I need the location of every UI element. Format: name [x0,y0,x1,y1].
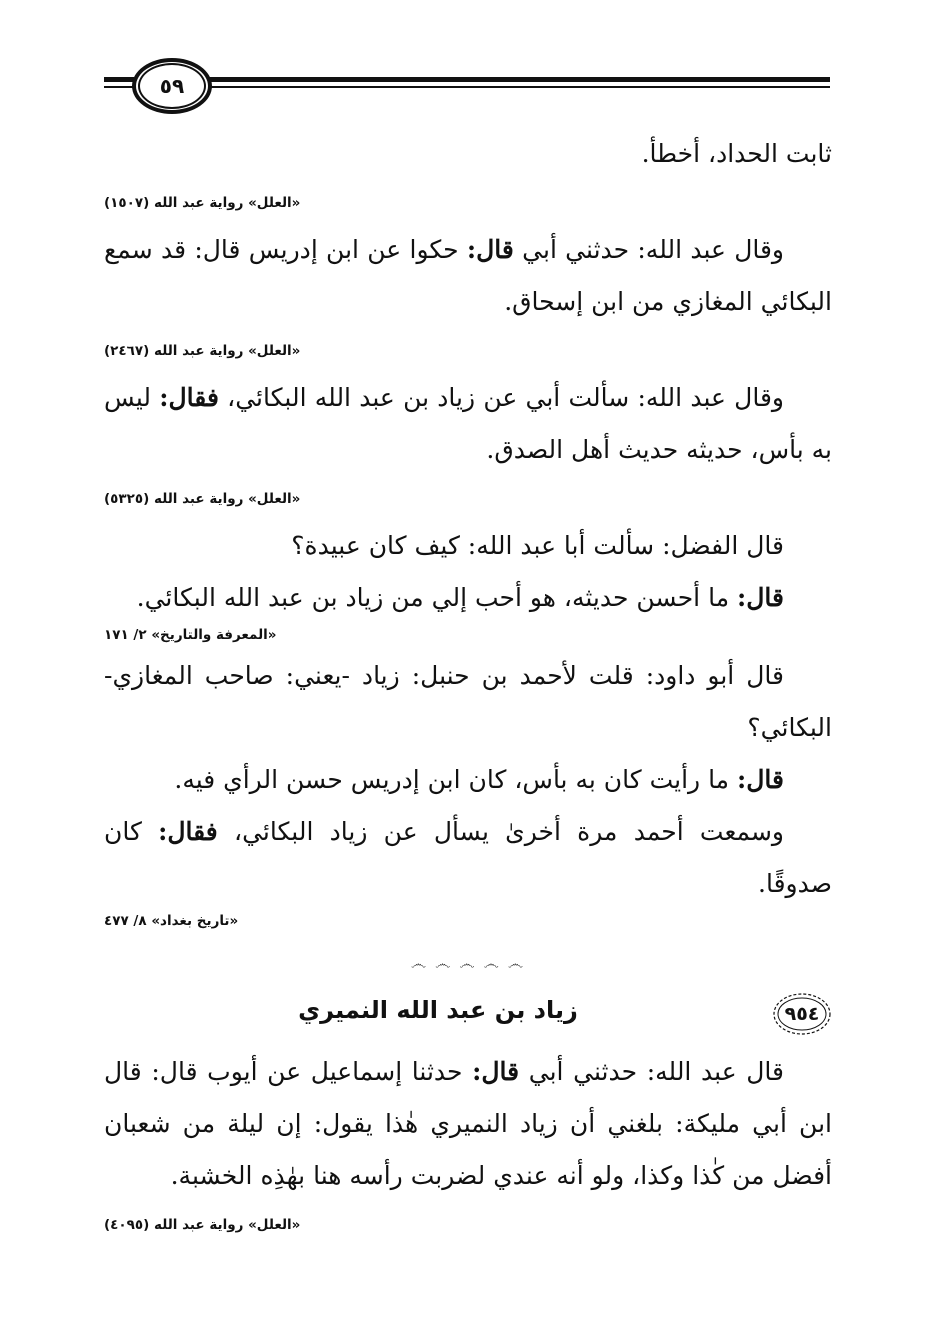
paragraph [104,224,832,328]
paragraph [104,572,832,624]
bold-keyword: قال: [472,1057,520,1086]
bold-keyword: قال: [737,583,784,612]
page-number: ٥٩ [138,63,206,109]
paragraph-text: حكوا عن ابن إدريس قال: قد سمع البكائي المغازي من ابن إسحاق. [104,235,832,316]
paragraph-text: وسمعت أحمد مرة أخرىٰ يسأل عن زياد البكائي، [217,817,785,846]
entry-title: زياد بن عبد الله النميري [298,996,578,1024]
text-blocks [104,128,832,932]
source-citation: «العلل» رواية عبد الله (٢٤٦٧) [104,343,301,359]
paragraph-text: كان صدوقًا. [104,817,832,898]
bold-keyword: قال: [737,765,784,794]
paragraph-text: ليس به بأس، حديثه حديث أهل الصدق. [104,383,832,464]
paragraph-text: ما أحسن حديثه، هو أحب إلي من زياد بن عبد الله البكائي. [136,583,738,612]
source-citation: «المعرفة والتاريخ» ٢/ ١٧١ [104,627,277,643]
source-citation: «العلل» رواية عبد الله (٥٣٢٥) [104,491,301,507]
bold-keyword: قال: [466,235,514,264]
paragraph: قال الفضل: سألت أبا عبد الله: كيف كان عبيدة؟ [291,531,784,560]
paragraph [104,806,832,910]
source-citation: «العلل» رواية عبد الله (٤٠٩٥) [104,1217,301,1233]
paragraph [104,754,832,806]
entry-heading [104,988,832,1044]
section-divider-ornament: ෴ ෴ ෴ ෴ ෴ [410,954,526,973]
paragraph: ثابت الحداد، أخطأ. [641,139,832,168]
paragraph [104,1046,832,1202]
entry-number: ٩٥٤ [784,1003,820,1025]
paragraph [104,372,832,476]
paragraph: قال أبو داود: قلت لأحمد بن حنبل: زياد -يعني: صاحب المغازي- البكائي؟ [104,661,832,742]
header-rule-thin [174,86,830,88]
bold-keyword: فقال: [158,817,218,846]
header-rule-left-thin [104,86,134,88]
header-rule-left-thick [104,77,134,82]
entry-number-badge [772,992,832,1036]
page-header [104,58,830,130]
source-citation: «تاريخ بغداد» ٨/ ٤٧٧ [104,913,239,929]
paragraph-text: وقال عبد الله: حدثني أبي [513,235,784,264]
header-rule-thick [174,77,830,82]
paragraph-text: قال عبد الله: حدثني أبي [519,1057,784,1086]
entry-text-blocks [104,1046,832,1236]
paragraph-text: ما رأيت كان به بأس، كان ابن إدريس حسن الرأي فيه. [174,765,738,794]
paragraph-text: حدثنا إسماعيل عن أيوب قال: قال ابن أبي مليكة: بلغني أن زياد النميري هٰذا يقول: إن ليلة من شعبان أفضل من كٰذا وكذا، ولو أنه عندي لضربت رأسه هنا بهٰذِه الخشبة. [104,1057,832,1190]
paragraph-text: وقال عبد الله: سألت أبي عن زياد بن عبد الله البكائي، [218,383,784,412]
source-citation: «العلل» رواية عبد الله (١٥٠٧) [104,195,301,211]
page-content [104,128,832,1246]
page-number-medallion [132,58,212,114]
bold-keyword: فقال: [159,383,219,412]
